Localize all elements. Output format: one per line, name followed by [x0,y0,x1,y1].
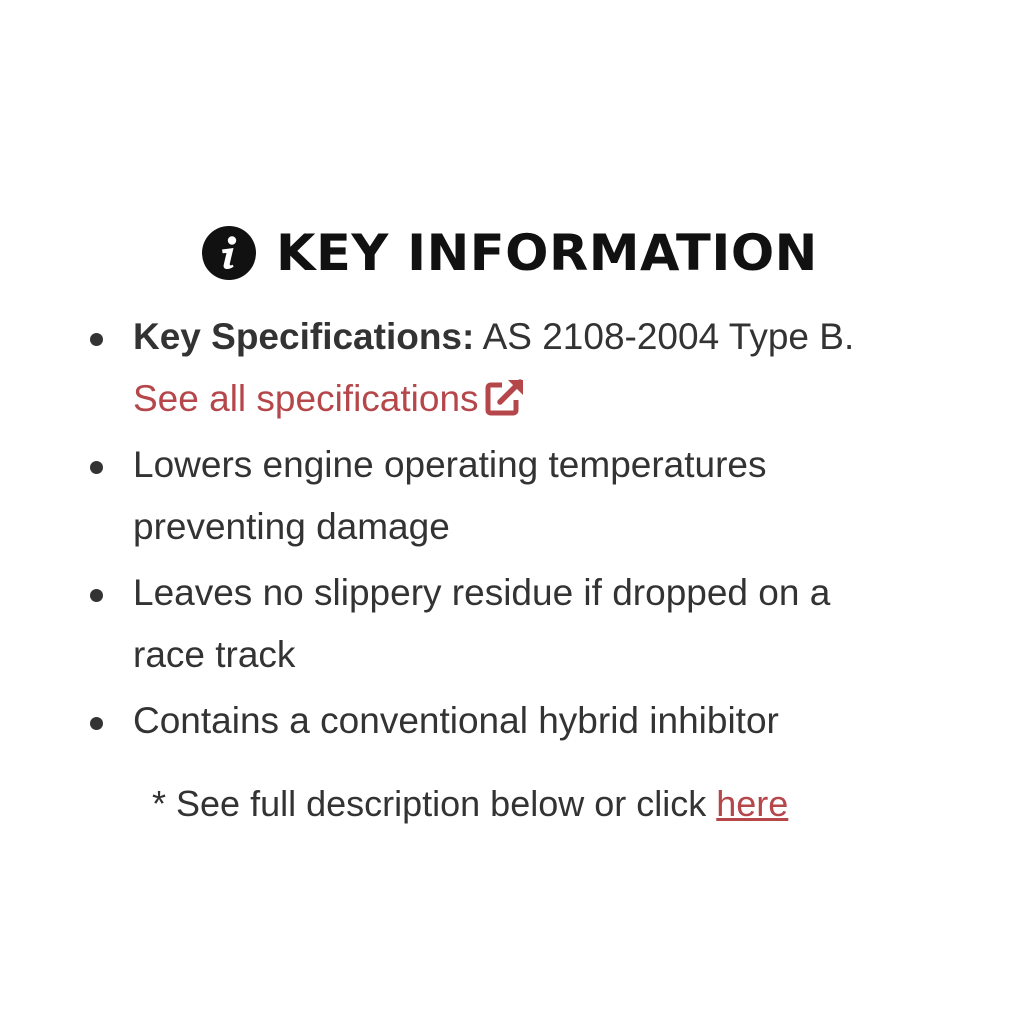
list-item-text: Contains a conventional hybrid inhibitor [133,700,779,741]
list-item-lowers-temperatures [86,434,906,558]
see-all-specifications-link[interactable] [133,378,525,419]
key-info-list [86,306,906,756]
list-item-no-slippery-residue [86,562,906,686]
list-item-text: Leaves no slippery residue if dropped on a race track [133,572,831,675]
footnote-text: * See full description below or click [152,783,717,824]
here-link[interactable]: here [716,783,789,824]
info-circle-icon [202,226,256,280]
list-item-key-specifications [86,306,906,430]
footnote [152,780,788,828]
see-all-specifications-text: See all specifications [133,378,479,419]
key-specifications-value: AS 2108-2004 Type B. [474,316,855,357]
list-item-text: Lowers engine operating temperatures preventing damage [133,444,767,547]
list-item-hybrid-inhibitor [86,690,906,752]
external-link-icon [485,378,525,416]
section-title: KEY INFORMATION [276,224,818,282]
section-heading [202,222,818,284]
key-specifications-label: Key Specifications: [133,316,475,357]
